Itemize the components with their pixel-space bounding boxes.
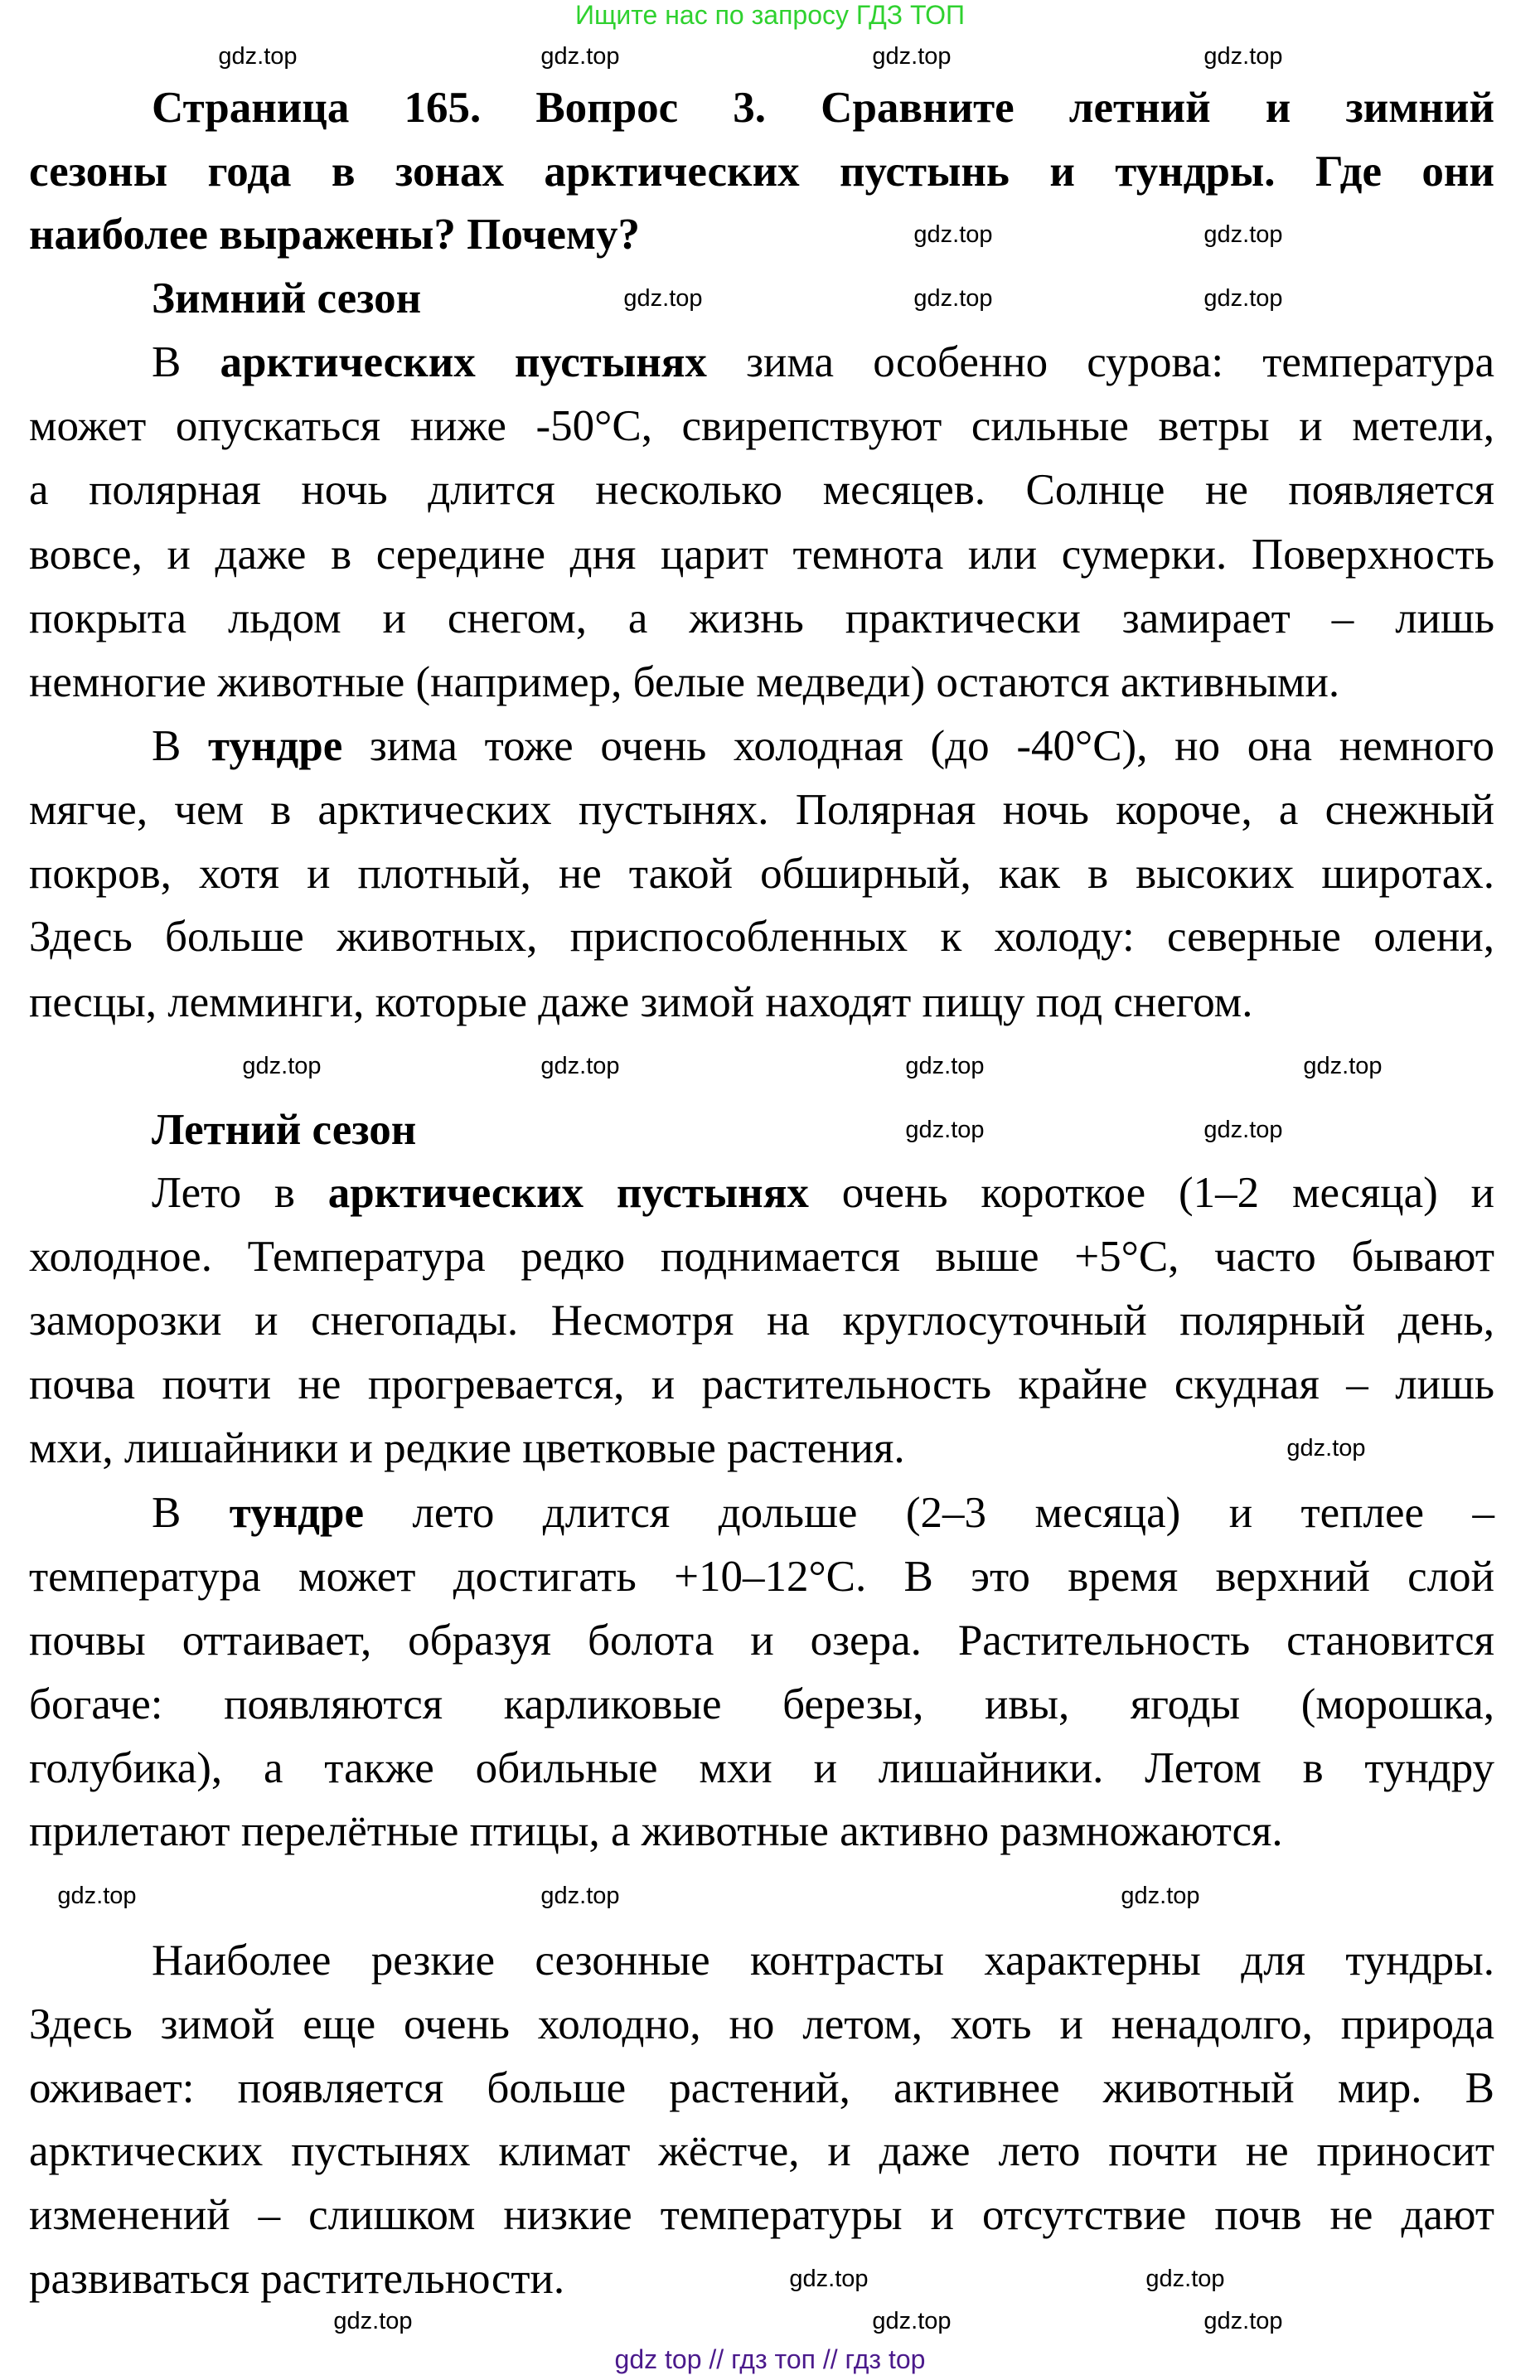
watermark: gdz.top xyxy=(540,1053,620,1079)
footer-links[interactable]: gdz top // гдз топ // гдз top xyxy=(614,2344,926,2374)
text-segment: Летний сезон xyxy=(152,1105,417,1154)
bold-term: арктических пустынях xyxy=(220,338,707,387)
bold-term: тундре xyxy=(229,1489,364,1538)
text-segment: мягче, чем в арктических пустынях. Полярная ночь короче, а снежный xyxy=(29,785,1494,834)
watermark: gdz.top xyxy=(913,285,993,312)
watermark: gdz.top xyxy=(1203,1117,1283,1143)
watermark: gdz.top xyxy=(623,285,703,312)
text-segment: зима особенно сурова: температура xyxy=(706,338,1494,387)
text-segment: очень короткое (1–2 месяца) и xyxy=(808,1169,1494,1218)
text-segment: Зимний сезон xyxy=(152,274,422,323)
watermark: gdz.top xyxy=(1145,2266,1225,2292)
text-segment: оживает: появляется больше растений, активнее животный мир. В xyxy=(29,2063,1494,2112)
heading-line xyxy=(152,83,1494,133)
watermark: gdz.top xyxy=(905,1053,985,1079)
text-line xyxy=(29,2254,564,2304)
watermark: gdz.top xyxy=(540,1883,620,1909)
heading-line xyxy=(29,210,640,259)
watermark: gdz.top xyxy=(333,2308,413,2334)
text-line xyxy=(29,2190,1494,2240)
text-segment: Здесь больше животных, приспособленных к холоду: северные олени, xyxy=(29,913,1494,962)
text-line xyxy=(29,594,1494,643)
watermark: gdz.top xyxy=(218,43,298,70)
watermark: gdz.top xyxy=(872,43,952,70)
text-segment: вовсе, и даже в середине дня царит темнота или сумерки. Поверхность xyxy=(29,531,1494,579)
text-line xyxy=(29,1423,905,1473)
text-segment: а полярная ночь длится несколько месяцев. Солнце не появляется xyxy=(29,465,1494,514)
text-segment: изменений – слишком низкие температуры и отсутствие почв не дают xyxy=(29,2191,1494,2240)
heading-line xyxy=(152,1105,416,1155)
watermark: gdz.top xyxy=(1121,1883,1200,1909)
text-line xyxy=(29,1232,1494,1282)
text-line xyxy=(29,1806,1283,1856)
text-segment: В xyxy=(152,338,220,387)
text-line xyxy=(29,1999,1494,2049)
text-line xyxy=(29,1552,1494,1602)
text-line xyxy=(29,1360,1494,1409)
watermark: gdz.top xyxy=(905,1117,985,1143)
search-banner: Ищите нас по запросу ГДЗ ТОП xyxy=(575,0,965,30)
text-line xyxy=(29,1743,1494,1793)
text-segment: голубика), а также обильные мхи и лишайники. Летом в тундру xyxy=(29,1743,1494,1792)
watermark: gdz.top xyxy=(1203,2308,1283,2334)
watermark: gdz.top xyxy=(1303,1053,1383,1079)
watermark: gdz.top xyxy=(872,2308,952,2334)
text-segment: покров, хотя и плотный, не такой обширный, как в высоких широтах. xyxy=(29,849,1494,898)
watermark: gdz.top xyxy=(913,221,993,248)
text-line xyxy=(152,1488,1494,1538)
text-line xyxy=(29,465,1494,515)
text-line xyxy=(29,2126,1494,2176)
text-segment: песцы, лемминги, которые даже зимой находят пищу под снегом. xyxy=(29,977,1253,1026)
text-segment: В xyxy=(152,721,209,770)
bold-term: арктических пустынях xyxy=(327,1169,809,1218)
text-line xyxy=(152,1168,1494,1218)
text-segment: Страница 165. Вопрос 3. Сравните летний и зимний xyxy=(152,83,1494,132)
text-line xyxy=(29,785,1494,835)
text-segment: В xyxy=(152,1489,230,1538)
watermark: gdz.top xyxy=(540,43,620,70)
text-segment: Здесь зимой еще очень холодно, но летом, хоть и ненадолго, природа xyxy=(29,1999,1494,2048)
text-segment: зима тоже очень холодная (до -40°C), но она немного xyxy=(342,721,1494,770)
heading-line xyxy=(29,147,1494,196)
text-segment: прилетают перелётные птицы, а животные активно размножаются. xyxy=(29,1807,1283,1856)
text-segment: может опускаться ниже -50°C, свирепствуют сильные ветры и метели, xyxy=(29,401,1494,450)
text-line xyxy=(29,912,1494,962)
text-segment: покрыта льдом и снегом, а жизнь практически замирает – лишь xyxy=(29,594,1494,643)
text-segment: лето длится дольше (2–3 месяца) и теплее – xyxy=(363,1489,1494,1538)
text-segment: почва почти не прогревается, и растительность крайне скудная – лишь xyxy=(29,1360,1494,1408)
text-segment: заморозки и снегопады. Несмотря на круглосуточный полярный день, xyxy=(29,1297,1494,1345)
text-segment: развиваться растительности. xyxy=(29,2254,565,2303)
watermark: gdz.top xyxy=(1203,43,1283,70)
text-segment: Лето в xyxy=(152,1169,328,1218)
text-line xyxy=(29,657,1339,707)
text-line xyxy=(152,1936,1494,1985)
watermark: gdz.top xyxy=(1286,1435,1366,1461)
text-segment: богаче: появляются карликовые березы, ивы, ягоды (морошка, xyxy=(29,1680,1494,1728)
watermark: gdz.top xyxy=(57,1883,137,1909)
text-segment: Наиболее резкие сезонные контрасты характерны для тундры. xyxy=(152,1936,1494,1985)
text-segment: наиболее выражены? Почему? xyxy=(29,211,640,259)
text-segment: арктических пустынях климат жёстче, и даже лето почти не приносит xyxy=(29,2127,1494,2176)
text-segment: почвы оттаивает, образуя болота и озера. Растительность становится xyxy=(29,1616,1494,1665)
text-line xyxy=(29,849,1494,899)
text-line xyxy=(29,2063,1494,2113)
text-segment: холодное. Температура редко поднимается выше +5°C, часто бывают xyxy=(29,1233,1494,1282)
text-line xyxy=(29,1296,1494,1345)
watermark: gdz.top xyxy=(242,1053,322,1079)
text-line xyxy=(29,401,1494,451)
watermark: gdz.top xyxy=(1203,221,1283,248)
text-segment: мхи, лишайники и редкие цветковые растения. xyxy=(29,1423,905,1472)
heading-line xyxy=(152,274,421,323)
text-line xyxy=(29,977,1252,1027)
text-segment: немногие животные (например, белые медведи) остаются активными. xyxy=(29,658,1340,707)
text-line xyxy=(29,1616,1494,1665)
text-line xyxy=(152,721,1494,771)
text-line xyxy=(29,530,1494,579)
watermark: gdz.top xyxy=(1203,285,1283,312)
watermark: gdz.top xyxy=(789,2266,869,2292)
text-line xyxy=(152,337,1494,387)
text-segment: сезоны года в зонах арктических пустынь и тундры. Где они xyxy=(29,147,1494,196)
text-line xyxy=(29,1680,1494,1729)
text-segment: температура может достигать +10–12°C. В это время верхний слой xyxy=(29,1553,1494,1602)
bold-term: тундре xyxy=(208,721,343,770)
